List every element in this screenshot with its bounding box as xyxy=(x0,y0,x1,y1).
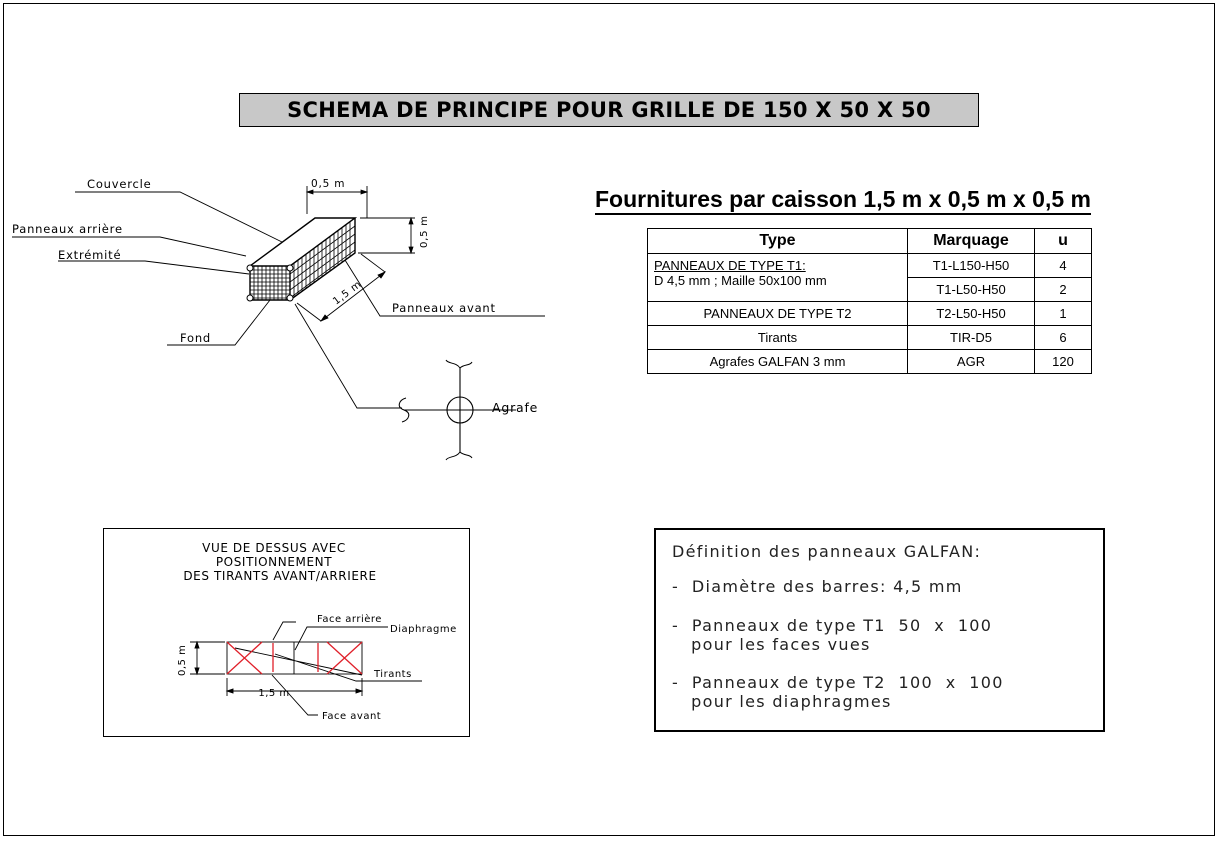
quantity-cell: 1 xyxy=(1035,302,1092,326)
definition-line: pour les diaphragmes xyxy=(672,692,892,711)
panneaux-avant-label: Panneaux avant xyxy=(392,301,496,315)
diaphragme-label: Diaphragme xyxy=(390,624,457,635)
fond-label: Fond xyxy=(180,331,212,345)
t1-name: PANNEAUX DE TYPE T1: xyxy=(654,258,806,273)
header-u: u xyxy=(1035,229,1092,254)
quantity-cell: 2 xyxy=(1035,278,1092,302)
type-cell: Tirants xyxy=(648,326,908,350)
tirants-red-lines xyxy=(227,642,362,674)
extremite-label: Extrémité xyxy=(58,248,122,262)
t1-spec: D 4,5 mm ; Maille 50x100 mm xyxy=(654,273,827,288)
couvercle-label: Couvercle xyxy=(87,177,152,191)
supplies-title: Fournitures par caisson 1,5 m x 0,5 m x 0,5 m xyxy=(595,186,1210,213)
header-type: Type xyxy=(648,229,908,254)
tirants-label: Tirants xyxy=(374,669,412,680)
definition-box xyxy=(654,528,1105,732)
definition-line: - Diamètre des barres: 4,5 mm xyxy=(672,577,963,596)
top-view-heading-1: VUE DE DESSUS AVEC xyxy=(202,541,346,555)
face-arriere-label: Face arrière xyxy=(317,614,382,625)
length-dimension-label: 1,5 m xyxy=(331,278,365,308)
top-height-label: 0,5 m xyxy=(177,644,188,676)
page-title: SCHEMA DE PRINCIPE POUR GRILLE DE 150 X 50 X 50 xyxy=(239,93,979,127)
quantity-cell: 6 xyxy=(1035,326,1092,350)
top-view-heading-2: POSITIONNEMENT xyxy=(215,555,333,569)
marquage-cell: TIR-D5 xyxy=(908,326,1035,350)
marquage-cell: AGR xyxy=(908,350,1035,374)
definition-line: - Panneaux de type T2 100 x 100 xyxy=(672,673,1004,692)
quantity-cell: 4 xyxy=(1035,254,1092,278)
marquage-cell: T1-L50-H50 xyxy=(908,278,1035,302)
marquage-cell: T2-L50-H50 xyxy=(908,302,1035,326)
marquage-cell: T1-L150-H50 xyxy=(908,254,1035,278)
header-marquage: Marquage xyxy=(908,229,1035,254)
caisson-outline xyxy=(227,642,362,674)
panneaux-arriere-label: Panneaux arrière xyxy=(12,222,123,236)
type-cell: PANNEAUX DE TYPE T2 xyxy=(648,302,908,326)
height-dimension-label: 0,5 m xyxy=(419,215,430,248)
quantity-cell: 120 xyxy=(1035,350,1092,374)
top-view-heading-3: DES TIRANTS AVANT/ARRIERE xyxy=(183,569,377,583)
definition-line: pour les faces vues xyxy=(672,635,871,654)
type-cell: Agrafes GALFAN 3 mm xyxy=(648,350,908,374)
agrafe-label: Agrafe xyxy=(492,400,539,415)
definition-line: - Panneaux de type T1 50 x 100 xyxy=(672,616,993,635)
width-dimension-label: 0,5 m xyxy=(311,178,346,190)
top-length-label: 1,5 m xyxy=(258,688,290,699)
face-avant-label: Face avant xyxy=(322,711,382,722)
definition-title: Définition des panneaux GALFAN: xyxy=(672,542,982,561)
